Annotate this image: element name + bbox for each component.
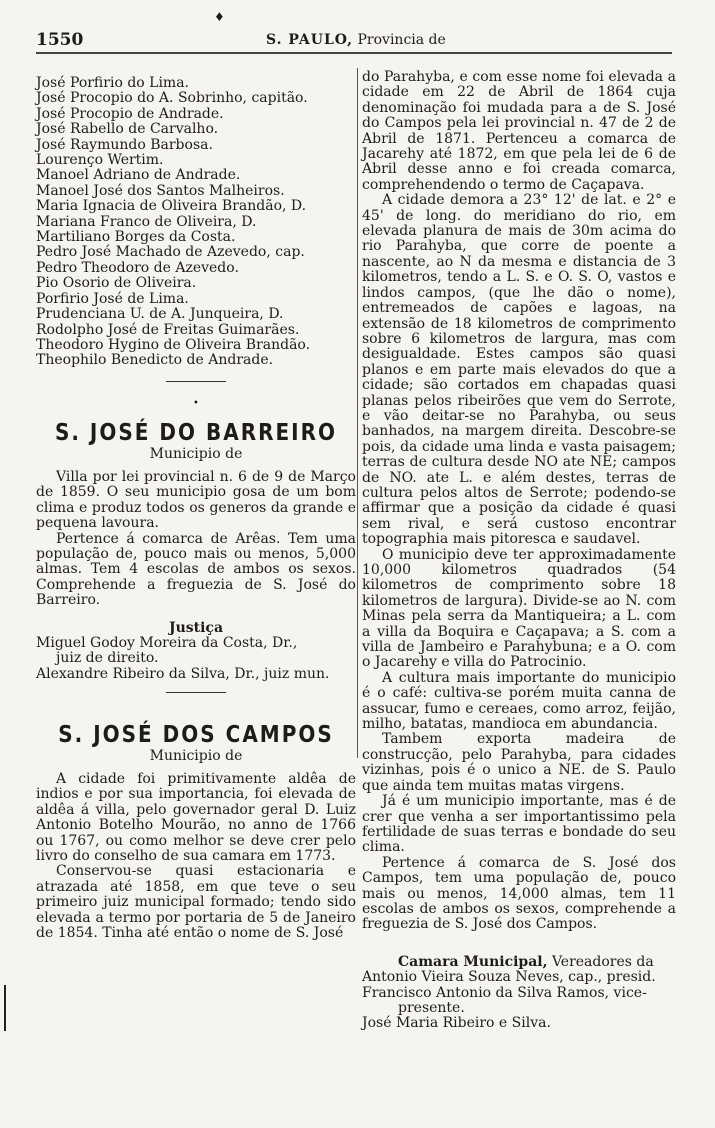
name-list-item: José Procopio do A. Sobrinho, capitão. <box>36 90 308 107</box>
name-list-item: Porfirio José de Lima. <box>36 290 189 307</box>
justica-line-1: Miguel Godoy Moreira da Costa, Dr., <box>36 635 298 651</box>
running-title-rest: Provincia de <box>357 32 446 48</box>
name-list-item: Maria Ignacia de Oliveira Brandão, D. <box>36 198 307 215</box>
header-rule <box>36 52 672 54</box>
right-column <box>362 70 676 1032</box>
running-title-bold: S. PAULO, <box>266 32 354 48</box>
section-divider <box>166 692 226 693</box>
right-paragraph-7: Pertence á comarca de S. José dos Campos, tem uma população de, pouco mais ou menos, 14,000 almas, tem 11 escolas de ambos os sexos, comprehende a freguezia de S. José dos Campos. <box>362 854 676 933</box>
camara-heading-bold: Camara Municipal, <box>398 953 548 970</box>
barreiro-paragraph-1: Villa por lei provincial n. 6 de 9 de Março de 1859. O seu municipio gosa de um bom clima e produz todos os generos da grande e pequena lavoura. <box>36 468 356 532</box>
section-subtitle-barreiro: Municipio de <box>149 445 243 462</box>
name-list <box>36 76 356 369</box>
running-title <box>266 32 446 48</box>
barreiro-paragraph-2: Pertence á comarca de Arêas. Tem uma população de, pouco mais ou menos, 5,000 almas. Tem 4 escolas de ambos os sexos. Comprehende a freguezia de S. José do Barreiro. <box>36 530 356 609</box>
right-paragraph-3: O municipio deve ter approximadamente 10,000 kilometros quadrados (54 kilometros de comprimento sobre 18 kilometros de largura). Divide-se ao N. com Minas pela serra da Mantiqueira; a L. com a villa da Boquira e Caçapava; a S. com a villa de Jambeiro e Parahybuna; e a O. com o Jacarehy e villa do Patrocinio. <box>362 546 676 671</box>
name-list-item: José Procopio de Andrade. <box>36 105 224 122</box>
name-list-item: Manoel Adriano de Andrade. <box>36 167 241 184</box>
page-number: 1550 <box>36 30 84 50</box>
camara-line-3: Francisco Antonio da Silva Ramos, vice- <box>362 984 647 1001</box>
camara-line-4: José Maria Ribeiro e Silva. <box>362 1015 551 1032</box>
name-list-item: Rodolpho José de Freitas Guimarães. <box>36 321 300 338</box>
justica-line-2: Alexandre Ribeiro da Silva, Dr., juiz mun. <box>36 665 330 682</box>
section-divider <box>166 381 226 382</box>
camara-heading <box>362 955 676 970</box>
justica-line-1b: juiz de direito. <box>56 650 159 667</box>
bullet-mark: • <box>193 397 199 409</box>
campos-paragraph-2: Conservou-se quasi estacionaria e atrazada até 1858, em que teve o seu primeiro juiz municipal formado; tendo sido elevada a termo por portaria de 5 de Janeiro de 1854. Tinha até então o nome de S. José <box>36 863 356 942</box>
name-list-item: Theophilo Benedicto de Andrade. <box>36 352 274 369</box>
ornament-dot: ♦ <box>214 10 225 24</box>
column-separator <box>357 68 358 758</box>
name-list-item: José Porfirio do Lima. <box>36 75 190 91</box>
right-paragraph-5: Tambem exporta madeira de construcção, pelo Parahyba, para cidades vizinhas, pois é o unico a NE. de S. Paulo que ainda tem muitas matas virgens. <box>362 731 676 794</box>
page-header <box>36 26 676 50</box>
camara-line-3b: presente. <box>398 999 465 1016</box>
camara-heading-rest: Vereadores da <box>551 953 654 970</box>
name-list-item: Mariana Franco de Oliveira, D. <box>36 213 257 230</box>
name-list-item: José Rabello de Carvalho. <box>36 121 219 138</box>
name-list-item: Pedro Theodoro de Azevedo. <box>36 259 239 276</box>
section-subtitle-campos: Municipio de <box>149 747 243 764</box>
name-list-item: Pio Osorio de Oliveira. <box>36 275 197 292</box>
name-list-item: Lourenço Wertim. <box>36 152 164 169</box>
camara-line-2: Antonio Vieira Souza Neves, cap., presid. <box>362 969 656 986</box>
right-paragraph-6: Já é um municipio importante, mas é de crer que venha a ser importantissimo pela fertilidade de suas terras e bondade do seu clima. <box>362 793 676 856</box>
right-paragraph-1: do Parahyba, e com esse nome foi elevada a cidade em 22 de Abril de 1864 cuja denominação foi mudada para a de S. José do Campos pela lei provincial n. 47 de 2 de Abril de 1871. Pertenceu a comarca de Jacarehy até 1872, em que pela lei de 6 de Abril desse anno e foi creada comarca, comprehendendo o termo de Caçapava. <box>362 69 676 193</box>
section-title-barreiro: S. JOSÉ DO BARREIRO <box>54 418 338 446</box>
section-title-campos: S. JOSÉ DOS CAMPOS <box>58 720 334 748</box>
name-list-item: Theodoro Hygino de Oliveira Brandão. <box>36 336 311 353</box>
name-list-item: Martiliano Borges da Costa. <box>36 229 236 246</box>
campos-paragraph-1: A cidade foi primitivamente aldêa de indios e por sua importancia, foi elevada de aldêa á villa, pelo governador geral D. Luiz Antonio Botelho Mourão, no anno de 1766 ou 1767, ou como melhor se deve crer pelo livro do conselho de sua camara em 1773. <box>36 771 356 865</box>
margin-mark <box>4 985 6 1031</box>
name-list-item: José Raymundo Barbosa. <box>36 136 213 153</box>
justica-heading: Justiça <box>168 619 224 636</box>
left-column <box>36 76 356 942</box>
name-list-item: Pedro José Machado de Azevedo, cap. <box>36 244 305 261</box>
camara-block <box>362 955 676 1032</box>
right-paragraph-2: A cidade demora a 23° 12' de lat. e 2° e 45' de long. do meridiano do rio, em elevada planura de mais de 30m acima do rio Parahyba, que corre de poente a nascente, ao N da mesma e distancia de 3 kilometros, tendo a L. S. e O. S. O, vastos e lindos campos, (que lhe dão o nome), entremeados de capões e lagoas, na extensão de 18 kilometros de comprimento sobre 6 kilometros de largura, mas com desigualdade. Estes campos são quasi planos e em parte mais elevados do que a cidade; são cortados em chapadas quasi planas pelos ribeirões que vem do Serrote, e vão deitar-se no Parahyba, ou seus banhados, na margem direita. Descobre-se pois, da cidade uma linda e vasta paisagem; terras de cultura desde NO ate NE; campos de NO. ate L. e além destes, terras de cultura pelos altos de Serrote; podendo-se affirmar que a posição da cidade é quasi sem rival, e será custoso encontrar topographia mais pitoresca e saudavel. <box>362 192 676 548</box>
name-list-item: Prudenciana U. de A. Junqueira, D. <box>36 306 284 323</box>
name-list-item: Manoel José dos Santos Malheiros. <box>36 182 285 199</box>
right-paragraph-4: A cultura mais importante do municipio é o café: cultiva-se porém muita canna de assucar, fumo e cereaes, como arroz, feijão, milho, batatas, mandioca em abundancia. <box>362 669 676 733</box>
